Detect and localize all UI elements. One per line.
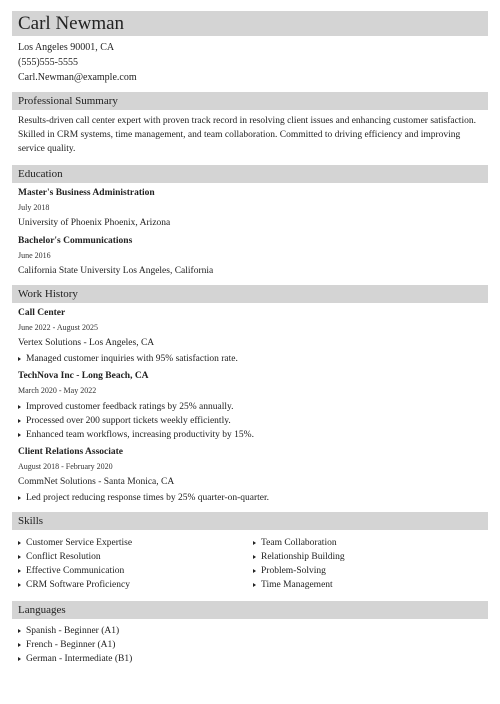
skills-column-left bbox=[18, 536, 253, 592]
job-bullet: Led project reducing response times by 25% quarter-on-quarter. bbox=[18, 491, 488, 505]
language-item: French - Beginner (A1) bbox=[18, 638, 488, 652]
work-section-header bbox=[12, 285, 488, 303]
job-dates: August 2018 - February 2020 bbox=[18, 462, 113, 471]
language-item: German - Intermediate (B1) bbox=[18, 652, 488, 666]
job-company: Vertex Solutions - Los Angeles, CA bbox=[18, 338, 155, 348]
summary-text: Results-driven call center expert with proven track record in resolving client issues and enhancing customer satisfaction. Skilled in CRM systems, time management, and team collaboration. Committed to driving efficiency and improving service quality. bbox=[18, 116, 476, 154]
job-entry bbox=[18, 307, 488, 366]
education-degree: Bachelor's Communications bbox=[18, 236, 133, 246]
language-item: Spanish - Beginner (A1) bbox=[18, 624, 488, 638]
skills-list bbox=[12, 536, 488, 592]
contact-info bbox=[12, 40, 488, 85]
education-section-title: Education bbox=[18, 168, 63, 180]
skill-item: Problem-Solving bbox=[253, 564, 488, 578]
job-company: CommNet Solutions - Santa Monica, CA bbox=[18, 477, 175, 487]
education-entry bbox=[18, 235, 488, 278]
job-dates: June 2022 - August 2025 bbox=[18, 323, 98, 332]
skill-item: Conflict Resolution bbox=[18, 550, 253, 564]
job-title: TechNova Inc - Long Beach, CA bbox=[18, 371, 149, 381]
job-title: Client Relations Associate bbox=[18, 447, 124, 457]
skills-section-header bbox=[12, 512, 488, 530]
education-school: California State University Los Angeles, California bbox=[18, 266, 214, 276]
summary-section-title: Professional Summary bbox=[18, 95, 118, 107]
job-bullets bbox=[18, 491, 488, 505]
languages-list bbox=[18, 624, 488, 666]
skill-item: Time Management bbox=[253, 578, 488, 592]
education-degree: Master's Business Administration bbox=[18, 188, 155, 198]
contact-email: Carl.Newman@example.com bbox=[18, 72, 137, 83]
education-date: June 2016 bbox=[18, 251, 51, 260]
languages-section-title: Languages bbox=[18, 604, 66, 616]
skills-section-title: Skills bbox=[18, 515, 44, 527]
job-dates: March 2020 - May 2022 bbox=[18, 386, 97, 395]
education-date: July 2018 bbox=[18, 203, 50, 212]
job-bullets bbox=[18, 400, 488, 442]
languages-section-header bbox=[12, 601, 488, 619]
education-school: University of Phoenix Phoenix, Arizona bbox=[18, 218, 171, 228]
skill-item: Customer Service Expertise bbox=[18, 536, 253, 550]
skill-item: Team Collaboration bbox=[253, 536, 488, 550]
education-entry bbox=[18, 187, 488, 230]
skill-item: Effective Communication bbox=[18, 564, 253, 578]
work-section-title: Work History bbox=[18, 288, 78, 300]
education-section-header bbox=[12, 165, 488, 183]
job-bullet: Enhanced team workflows, increasing productivity by 15%. bbox=[18, 428, 488, 442]
job-title: Call Center bbox=[18, 308, 66, 318]
candidate-name: Carl Newman bbox=[18, 12, 125, 34]
job-bullets bbox=[18, 352, 488, 366]
job-entry bbox=[18, 370, 488, 442]
name-header bbox=[12, 11, 488, 36]
skill-item: CRM Software Proficiency bbox=[18, 578, 253, 592]
summary-section-header bbox=[12, 92, 488, 110]
contact-phone: (555)555-5555 bbox=[18, 57, 78, 68]
job-bullet: Processed over 200 support tickets weekly efficiently. bbox=[18, 414, 488, 428]
contact-location: Los Angeles 90001, CA bbox=[18, 42, 115, 53]
job-entry bbox=[18, 446, 488, 505]
skills-column-right bbox=[253, 536, 488, 592]
job-bullet: Improved customer feedback ratings by 25% annually. bbox=[18, 400, 488, 414]
skill-item: Relationship Building bbox=[253, 550, 488, 564]
job-bullet: Managed customer inquiries with 95% satisfaction rate. bbox=[18, 352, 488, 366]
